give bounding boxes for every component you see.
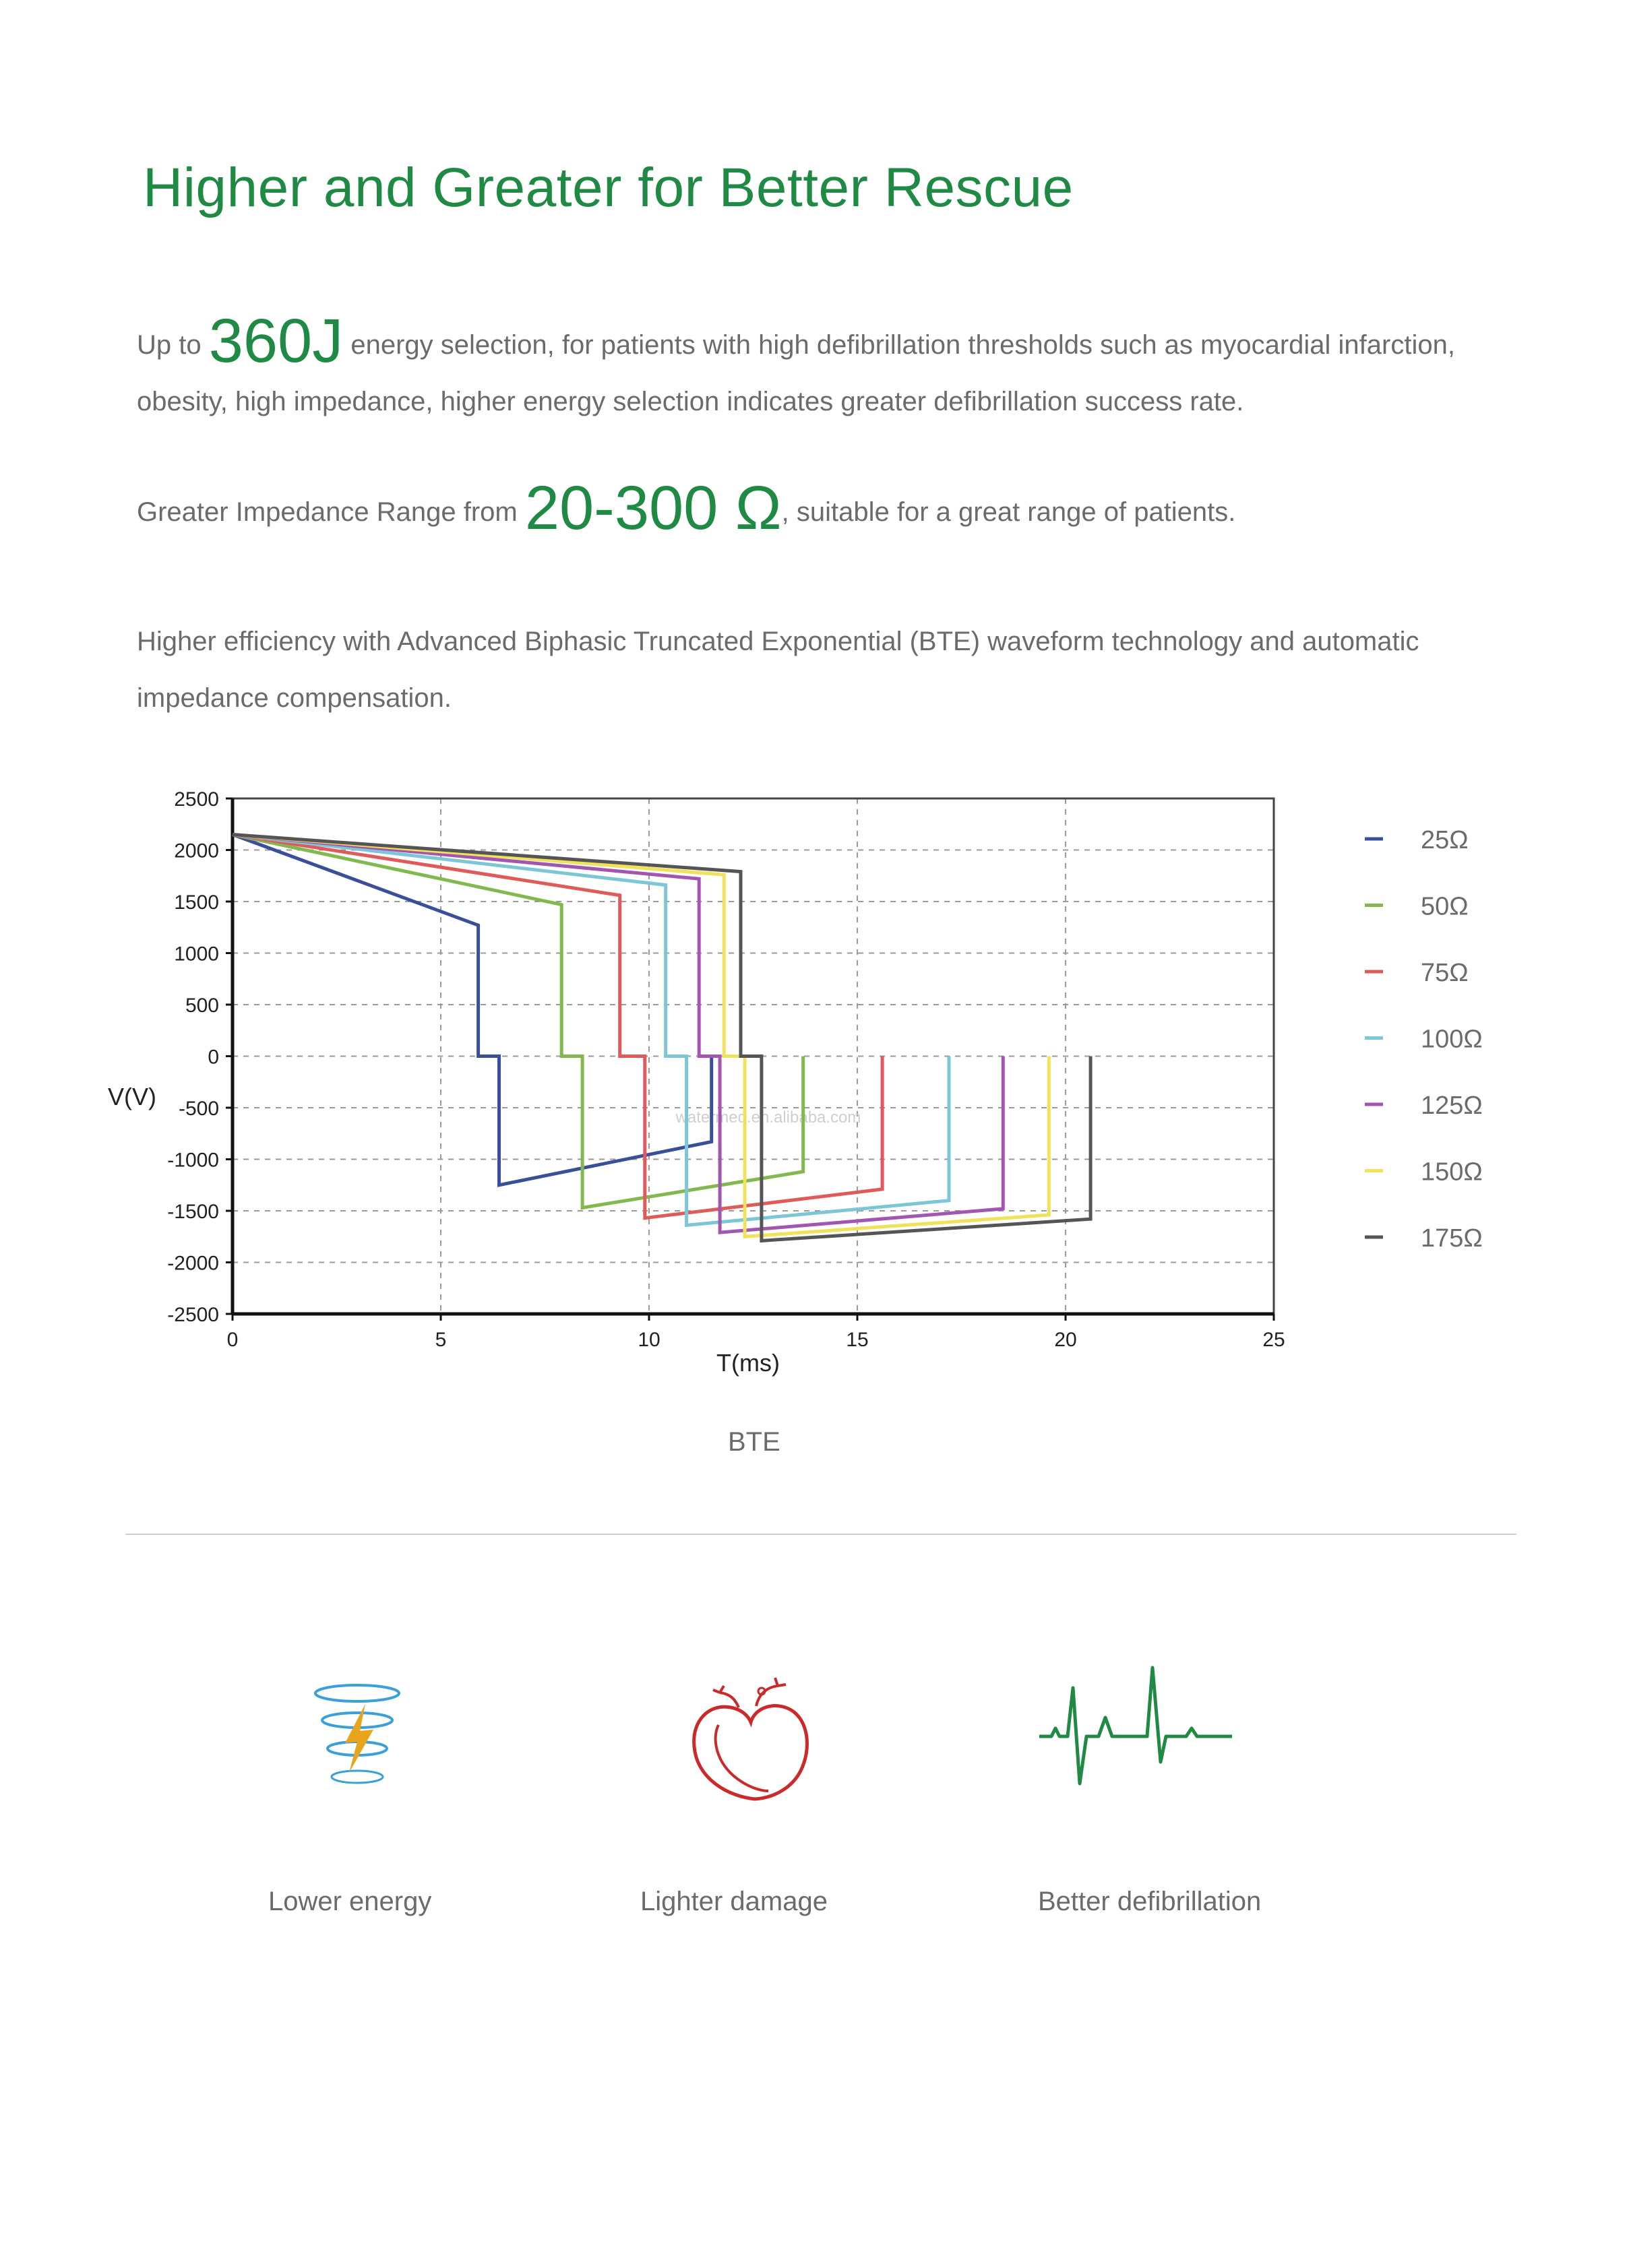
legend-label-0: 25Ω xyxy=(1421,826,1469,854)
series-line-1 xyxy=(233,835,803,1208)
y-tick-label: -1500 xyxy=(167,1201,219,1223)
impedance-text-pre: Greater Impedance Range from xyxy=(137,497,525,527)
series-line-6 xyxy=(233,835,1090,1241)
x-tick-label: 10 xyxy=(638,1329,660,1351)
ecg-wave-icon xyxy=(1038,1661,1233,1796)
energy-highlight: 360J xyxy=(208,307,344,375)
legend-label-1: 50Ω xyxy=(1421,892,1469,921)
feature-label-lighter-damage: Lighter damage xyxy=(640,1887,828,1916)
y-tick-label: -500 xyxy=(178,1098,219,1120)
y-tick-label: 1500 xyxy=(174,891,219,914)
efficiency-paragraph: Higher efficiency with Advanced Biphasic Truncated Exponential (BTE) waveform technology and automatic impedance compensation. xyxy=(137,627,1419,713)
series-line-5 xyxy=(233,835,1049,1237)
chart-series xyxy=(233,835,1090,1241)
legend-label-5: 150Ω xyxy=(1421,1158,1483,1187)
section-divider xyxy=(125,1534,1516,1535)
x-axis-label: T(ms) xyxy=(716,1349,780,1377)
x-tick-label: 0 xyxy=(226,1329,239,1351)
y-tick-label: 500 xyxy=(185,995,219,1017)
y-tick-label: 1000 xyxy=(174,943,219,966)
feature-label-lower-energy: Lower energy xyxy=(268,1887,432,1916)
impedance-text-post: , suitable for a great range of patients. xyxy=(781,497,1236,527)
page-title: Higher and Greater for Better Rescue xyxy=(143,157,1074,218)
y-tick-label: 2000 xyxy=(174,840,219,862)
chart-watermark: watermed.en.alibaba.com xyxy=(675,1108,861,1127)
energy-text-post: energy selection, for patients with high defibrillation thresholds such as myocardial infarction, obesity, high impedance, higher energy selection indicates greater defibrillation success rate. xyxy=(137,330,1455,416)
y-tick-label: 0 xyxy=(208,1046,219,1069)
y-axis-label: V(V) xyxy=(108,1083,156,1110)
y-tick-label: -2000 xyxy=(167,1252,219,1275)
legend-label-3: 100Ω xyxy=(1421,1025,1483,1054)
legend-label-6: 175Ω xyxy=(1421,1224,1483,1253)
heart-icon xyxy=(681,1671,816,1806)
impedance-highlight: 20-300 Ω xyxy=(524,474,782,542)
chart-legend xyxy=(1365,826,1483,1253)
x-tick-label: 20 xyxy=(1054,1329,1077,1351)
x-tick-label: 25 xyxy=(1262,1329,1285,1351)
y-tick-label: -2500 xyxy=(167,1304,219,1326)
x-tick-label: 15 xyxy=(846,1329,869,1351)
chart-caption: BTE xyxy=(728,1427,780,1457)
x-tick-label: 5 xyxy=(435,1329,447,1351)
legend-label-2: 75Ω xyxy=(1421,959,1469,987)
legend-label-4: 125Ω xyxy=(1421,1092,1483,1120)
y-tick-label: -1000 xyxy=(167,1149,219,1172)
energy-text-pre: Up to xyxy=(137,330,209,360)
lightning-rings-icon xyxy=(303,1681,411,1802)
y-tick-label: 2500 xyxy=(174,788,219,811)
feature-label-better-defibrillation: Better defibrillation xyxy=(1038,1887,1262,1916)
series-line-2 xyxy=(233,835,882,1218)
